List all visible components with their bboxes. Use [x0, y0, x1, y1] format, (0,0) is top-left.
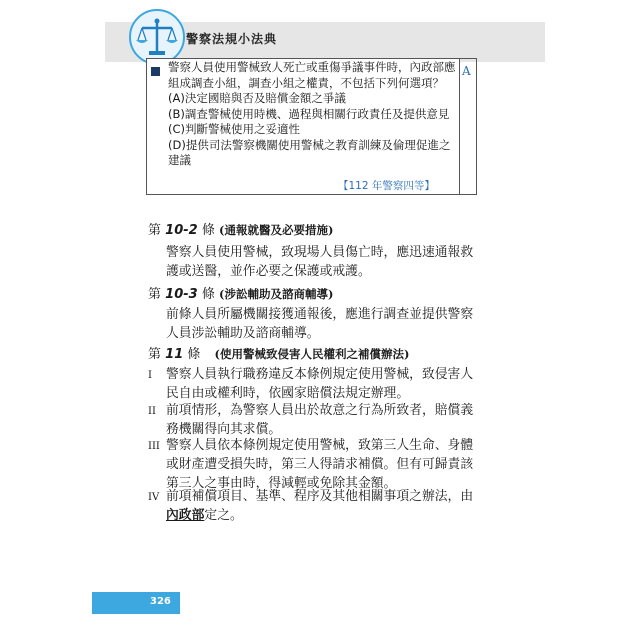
article-heading	[148, 285, 333, 304]
book-title: 警察法規小法典	[186, 32, 278, 46]
article-suffix: 條	[201, 287, 215, 302]
option-a: (A)決定國賠與否及賠償金額之爭議	[168, 91, 346, 105]
paragraph-text-end: 定之。	[204, 508, 243, 523]
article-title: (通報就醫及必要措施)	[219, 223, 334, 237]
answer-letter: A	[462, 64, 471, 78]
emphasized-term: 內政部	[166, 508, 205, 523]
square-bullet-icon	[151, 67, 160, 76]
article-suffix: 條	[187, 347, 201, 362]
question-text	[168, 60, 456, 169]
article-body: 警察人員使用警械，致現場人員傷亡時，應迅速通報救護或送醫，並作必要之保護或戒護。	[166, 245, 474, 279]
option-c: (C)判斷警械使用之妥適性	[168, 122, 301, 136]
article-title: (涉訟輔助及諮商輔導)	[219, 287, 334, 301]
article-title: (使用警械致侵害人民權利之補償辦法)	[214, 347, 410, 361]
paragraph-text: 警察人員依本條例規定使用警械，致第三人生命、身體或財產遭受損失時，第三人得請求補償。但有可歸責該第三人之事由時，得減輕或免除其金額。	[166, 438, 474, 491]
paragraph-text: 警察人員執行職務違反本條例規定使用警械，致侵害人民自由或權利時，依國家賠償法規定辦理。	[166, 367, 474, 401]
paragraph-number: III	[148, 441, 160, 452]
article-number: 10-2	[165, 223, 198, 238]
article-heading	[148, 345, 409, 364]
article-body: 前條人員所屬機關接獲通報後，應進行調查並提供警察人員涉訟輔助及諮商輔導。	[166, 307, 474, 341]
article-prefix: 第	[148, 223, 162, 238]
answer-column	[458, 58, 477, 195]
question-stem: 警察人員使用警械致人死亡或重傷爭議事件時，內政部應組成調查小組，調查小組之權責，不包括下列何選項？	[168, 60, 456, 90]
article-heading	[148, 221, 333, 240]
paragraph-text	[166, 487, 476, 525]
paragraph-number: II	[148, 406, 156, 417]
article-number: 10-3	[165, 287, 198, 302]
article-prefix: 第	[148, 287, 162, 302]
option-d: (D)提供司法警察機關使用警械之教育訓練及倫理促進之建議	[168, 137, 451, 167]
paragraph-number: IV	[148, 492, 160, 503]
paragraph-text: 前項情形，為警察人員出於故意之行為所致者，賠償義務機關得向其求償。	[166, 403, 474, 437]
article-prefix: 第	[148, 347, 162, 362]
article-suffix: 條	[201, 223, 215, 238]
option-b: (B)調查警械使用時機、過程與相關行政責任及提供意見	[168, 106, 450, 121]
article-number: 11	[165, 347, 184, 362]
paragraph-text-start: 前項補償項目、基準、程序及其他相關事項之辦法，由	[166, 489, 474, 504]
paragraph-number: I	[148, 370, 152, 381]
question-source: 【112 年警察四等】	[338, 180, 435, 192]
page-number: 326	[150, 596, 171, 607]
